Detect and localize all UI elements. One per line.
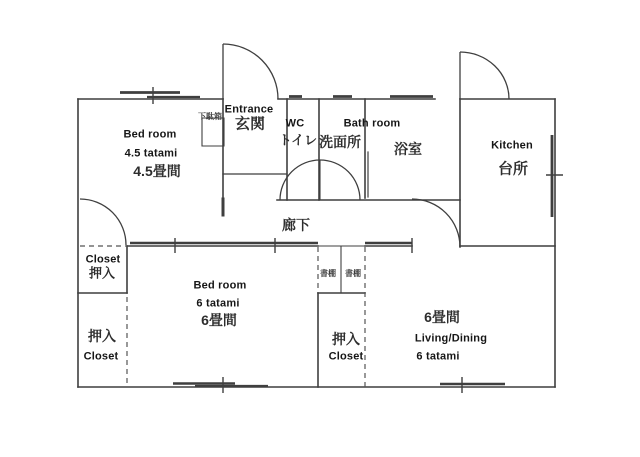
entrance-label: Entrance	[224, 103, 274, 116]
bookshelf-left-label: 書棚	[320, 269, 336, 278]
entrance-jp-label: 玄関	[234, 115, 266, 133]
bedroom6-size-label: 6 tatami	[196, 297, 240, 310]
bathroom-label: Bath room	[343, 117, 401, 130]
corridor-label: 廊下	[282, 217, 310, 233]
bedroom45-size-jp-label: 4.5畳間	[133, 163, 181, 179]
bedroom6-size-jp-label: 6畳間	[201, 312, 237, 328]
bedroom45-label: Bed room	[123, 128, 177, 141]
closet-sw-jp-label: 押入	[88, 328, 116, 344]
windows	[120, 87, 563, 393]
closet-mid-jp-label: 押入	[332, 331, 360, 347]
bedroom45-size-label: 4.5 tatami	[124, 147, 178, 160]
bedroom6-label: Bed room	[193, 279, 247, 292]
bathroom-jp-label: 浴室	[394, 141, 422, 157]
entrance-door-arc	[223, 44, 278, 99]
closet-mid-label: Closet	[328, 350, 364, 363]
washroom-label: 洗面所	[319, 134, 361, 150]
wc-label: WC	[285, 117, 305, 130]
window-ticks	[153, 87, 563, 393]
bedroom45-door-arc	[80, 199, 126, 245]
kitchen-door-arc	[460, 52, 509, 99]
closet-nw-jp-label: 押入	[88, 265, 116, 281]
bookshelf-right-label: 書棚	[345, 269, 361, 278]
living-size-label: 6 tatami	[416, 350, 460, 363]
closet-nw-label: Closet	[85, 253, 121, 266]
wc-jp-label: トイレ	[278, 132, 318, 148]
kitchen-label: Kitchen	[491, 139, 533, 152]
living-size-jp-label: 6畳間	[424, 309, 460, 325]
living-label: Living/Dining	[414, 332, 488, 345]
living-door-arc	[412, 199, 460, 247]
kitchen-jp-label: 台所	[497, 160, 529, 178]
closet-sw-label: Closet	[83, 350, 119, 363]
shoe-cabinet-label: 下駄箱	[198, 112, 222, 121]
